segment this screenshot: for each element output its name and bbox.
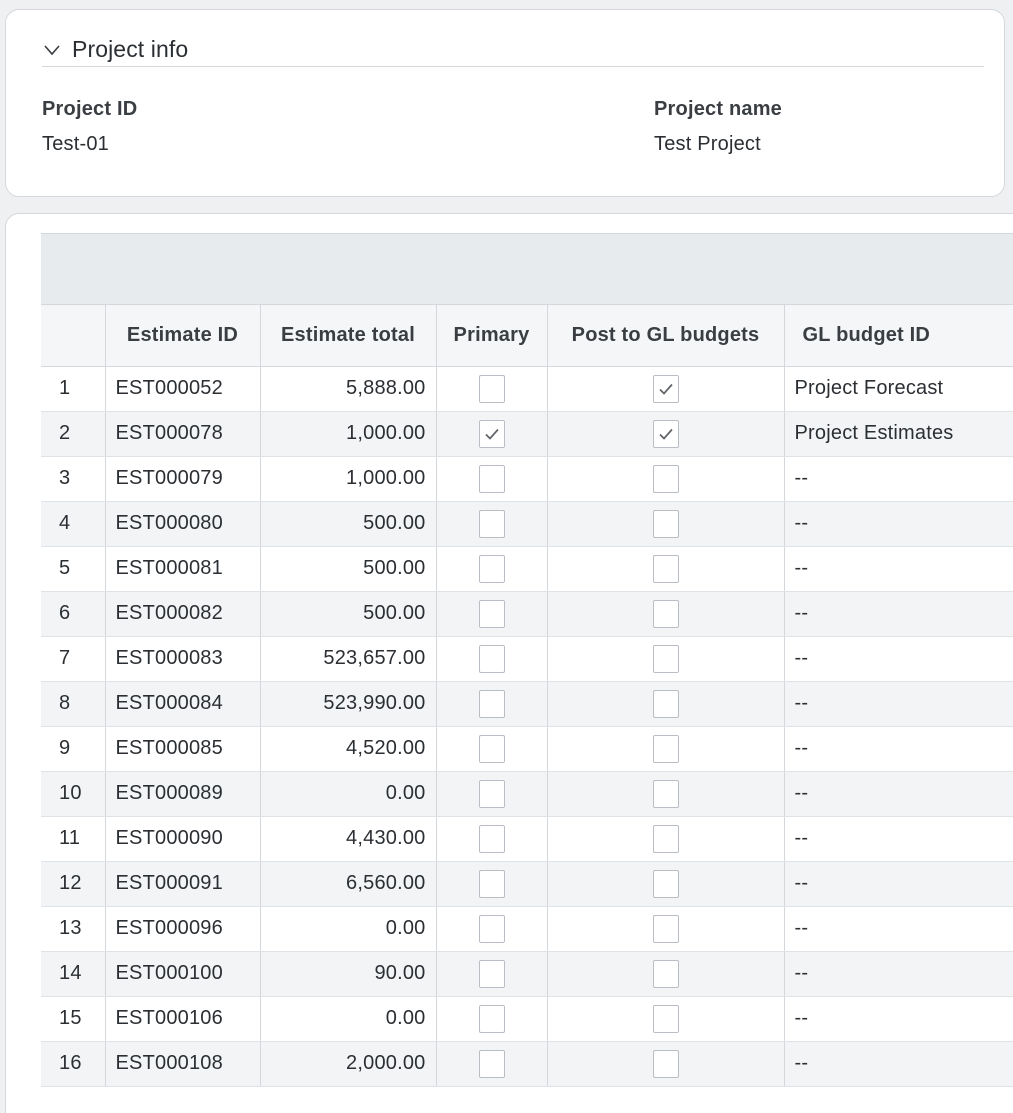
primary-cell (436, 681, 547, 726)
row-number: 5 (41, 546, 105, 591)
table-row[interactable] (41, 366, 1013, 411)
post-to-gl-checkbox[interactable] (653, 510, 679, 538)
row-number: 6 (41, 591, 105, 636)
primary-checkbox[interactable] (479, 780, 505, 808)
post-to-gl-checkbox[interactable] (653, 690, 679, 718)
estimate-id-cell[interactable]: EST000083 (105, 636, 260, 681)
primary-checkbox[interactable] (479, 960, 505, 988)
estimate-total-cell: 523,657.00 (260, 636, 436, 681)
table-toolbar (41, 233, 1013, 305)
primary-checkbox[interactable] (479, 420, 505, 448)
estimate-id-cell[interactable]: EST000079 (105, 456, 260, 501)
project-id-field (42, 98, 137, 156)
primary-checkbox[interactable] (479, 915, 505, 943)
table-row[interactable] (41, 636, 1013, 681)
estimate-id-cell[interactable]: EST000052 (105, 366, 260, 411)
estimate-total-cell: 4,520.00 (260, 726, 436, 771)
estimate-total-cell: 0.00 (260, 996, 436, 1041)
estimate-id-cell[interactable]: EST000084 (105, 681, 260, 726)
post-to-gl-cell (547, 996, 784, 1041)
primary-checkbox[interactable] (479, 1005, 505, 1033)
post-to-gl-checkbox[interactable] (653, 555, 679, 583)
primary-cell (436, 1041, 547, 1086)
post-to-gl-checkbox[interactable] (653, 600, 679, 628)
estimate-id-cell[interactable]: EST000085 (105, 726, 260, 771)
column-header-gl-budget-id[interactable]: GL budget ID (784, 305, 1013, 366)
post-to-gl-cell (547, 906, 784, 951)
estimate-id-cell[interactable]: EST000108 (105, 1041, 260, 1086)
estimate-id-cell[interactable]: EST000080 (105, 501, 260, 546)
post-to-gl-cell (547, 816, 784, 861)
estimate-id-cell[interactable]: EST000090 (105, 816, 260, 861)
primary-cell (436, 771, 547, 816)
row-number: 13 (41, 906, 105, 951)
table-row[interactable] (41, 681, 1013, 726)
post-to-gl-cell (547, 1041, 784, 1086)
estimate-total-cell: 4,430.00 (260, 816, 436, 861)
estimate-id-cell[interactable]: EST000106 (105, 996, 260, 1041)
primary-cell (436, 411, 547, 456)
table-row[interactable] (41, 456, 1013, 501)
primary-checkbox[interactable] (479, 465, 505, 493)
primary-cell (436, 636, 547, 681)
row-number: 11 (41, 816, 105, 861)
gl-budget-id-cell: -- (784, 816, 1013, 861)
row-number: 3 (41, 456, 105, 501)
primary-cell (436, 906, 547, 951)
row-number: 10 (41, 771, 105, 816)
row-number: 8 (41, 681, 105, 726)
estimate-total-cell: 6,560.00 (260, 861, 436, 906)
primary-cell (436, 996, 547, 1041)
post-to-gl-cell (547, 951, 784, 996)
primary-checkbox[interactable] (479, 1050, 505, 1078)
gl-budget-id-cell: -- (784, 591, 1013, 636)
table-row[interactable] (41, 411, 1013, 456)
gl-budget-id-cell: Project Forecast (784, 366, 1013, 411)
row-number: 14 (41, 951, 105, 996)
post-to-gl-cell (547, 456, 784, 501)
project-name-field (654, 98, 782, 156)
post-to-gl-checkbox[interactable] (653, 780, 679, 808)
post-to-gl-cell (547, 771, 784, 816)
primary-cell (436, 591, 547, 636)
estimates-table-container (41, 233, 1013, 1094)
primary-cell (436, 546, 547, 591)
check-icon (658, 426, 674, 442)
table-row[interactable] (41, 816, 1013, 861)
estimate-id-cell[interactable]: EST000100 (105, 951, 260, 996)
section-title: Project info (72, 35, 189, 62)
project-id-label: Project ID (42, 98, 138, 120)
primary-checkbox[interactable] (479, 375, 505, 403)
gl-budget-id-cell: -- (784, 1041, 1013, 1086)
row-number: 2 (41, 411, 105, 456)
estimate-total-cell: 90.00 (260, 951, 436, 996)
post-to-gl-checkbox[interactable] (653, 1005, 679, 1033)
table-row[interactable] (41, 591, 1013, 636)
check-icon (658, 381, 674, 397)
post-to-gl-cell (547, 861, 784, 906)
estimate-total-cell: 1,000.00 (260, 456, 436, 501)
column-header-estimate-total[interactable]: Estimate total (260, 305, 436, 366)
estimate-total-cell: 500.00 (260, 591, 436, 636)
primary-checkbox[interactable] (479, 870, 505, 898)
post-to-gl-cell (547, 636, 784, 681)
column-header-primary[interactable]: Primary (436, 305, 547, 366)
project-info-card (5, 9, 1005, 197)
row-number: 16 (41, 1041, 105, 1086)
post-to-gl-checkbox[interactable] (653, 375, 679, 403)
post-to-gl-checkbox[interactable] (653, 1050, 679, 1078)
row-number: 1 (41, 366, 105, 411)
column-header-row-number (41, 305, 105, 366)
table-row[interactable] (41, 501, 1013, 546)
primary-checkbox[interactable] (479, 825, 505, 853)
table-row[interactable] (41, 726, 1013, 771)
gl-budget-id-cell: -- (784, 636, 1013, 681)
primary-checkbox[interactable] (479, 600, 505, 628)
chevron-down-icon (42, 40, 62, 60)
primary-checkbox[interactable] (479, 555, 505, 583)
gl-budget-id-cell: -- (784, 771, 1013, 816)
table-row[interactable] (41, 546, 1013, 591)
project-id-value: Test-01 (42, 133, 109, 155)
post-to-gl-cell (547, 681, 784, 726)
primary-cell (436, 501, 547, 546)
primary-cell (436, 366, 547, 411)
primary-checkbox[interactable] (479, 735, 505, 763)
gl-budget-id-cell: Project Estimates (784, 411, 1013, 456)
estimate-total-cell: 523,990.00 (260, 681, 436, 726)
column-header-estimate-id[interactable]: Estimate ID (105, 305, 260, 366)
post-to-gl-checkbox[interactable] (653, 825, 679, 853)
estimate-total-cell: 5,888.00 (260, 366, 436, 411)
column-header-post-to-gl-budgets[interactable]: Post to GL budgets (547, 305, 784, 366)
estimate-total-cell: 2,000.00 (260, 1041, 436, 1086)
estimates-table (41, 305, 1013, 1087)
gl-budget-id-cell: -- (784, 456, 1013, 501)
check-icon (484, 426, 500, 442)
gl-budget-id-cell: -- (784, 501, 1013, 546)
primary-cell (436, 951, 547, 996)
estimate-id-cell[interactable]: EST000089 (105, 771, 260, 816)
row-number: 9 (41, 726, 105, 771)
row-number: 15 (41, 996, 105, 1041)
estimate-total-cell: 1,000.00 (260, 411, 436, 456)
project-info-section-toggle[interactable] (42, 32, 984, 67)
primary-checkbox[interactable] (479, 690, 505, 718)
table-header-row (41, 305, 1013, 366)
post-to-gl-checkbox[interactable] (653, 465, 679, 493)
post-to-gl-cell (547, 366, 784, 411)
table-row[interactable] (41, 906, 1013, 951)
gl-budget-id-cell: -- (784, 861, 1013, 906)
primary-cell (436, 861, 547, 906)
gl-budget-id-cell: -- (784, 996, 1013, 1041)
project-name-label: Project name (654, 98, 783, 120)
post-to-gl-checkbox[interactable] (653, 735, 679, 763)
gl-budget-id-cell: -- (784, 726, 1013, 771)
project-name-value: Test Project (654, 133, 761, 155)
table-row[interactable] (41, 861, 1013, 906)
row-number: 7 (41, 636, 105, 681)
post-to-gl-cell (547, 501, 784, 546)
gl-budget-id-cell: -- (784, 906, 1013, 951)
post-to-gl-cell (547, 546, 784, 591)
estimate-id-cell[interactable]: EST000096 (105, 906, 260, 951)
post-to-gl-cell (547, 591, 784, 636)
estimate-id-cell[interactable]: EST000091 (105, 861, 260, 906)
estimate-total-cell: 500.00 (260, 501, 436, 546)
estimates-table-body (41, 366, 1013, 1086)
estimate-id-cell[interactable]: EST000081 (105, 546, 260, 591)
primary-cell (436, 816, 547, 861)
row-number: 4 (41, 501, 105, 546)
estimate-total-cell: 0.00 (260, 771, 436, 816)
table-row[interactable] (41, 771, 1013, 816)
post-to-gl-cell (547, 726, 784, 771)
post-to-gl-checkbox[interactable] (653, 420, 679, 448)
post-to-gl-checkbox[interactable] (653, 960, 679, 988)
primary-cell (436, 726, 547, 771)
gl-budget-id-cell: -- (784, 951, 1013, 996)
post-to-gl-checkbox[interactable] (653, 645, 679, 673)
estimate-id-cell[interactable]: EST000082 (105, 591, 260, 636)
primary-cell (436, 456, 547, 501)
gl-budget-id-cell: -- (784, 546, 1013, 591)
post-to-gl-cell (547, 411, 784, 456)
post-to-gl-checkbox[interactable] (653, 870, 679, 898)
estimate-id-cell[interactable]: EST000078 (105, 411, 260, 456)
table-row[interactable] (41, 1041, 1013, 1086)
gl-budget-id-cell: -- (784, 681, 1013, 726)
primary-checkbox[interactable] (479, 510, 505, 538)
row-number: 12 (41, 861, 105, 906)
post-to-gl-checkbox[interactable] (653, 915, 679, 943)
table-row[interactable] (41, 951, 1013, 996)
estimate-total-cell: 500.00 (260, 546, 436, 591)
table-row[interactable] (41, 996, 1013, 1041)
estimate-total-cell: 0.00 (260, 906, 436, 951)
primary-checkbox[interactable] (479, 645, 505, 673)
